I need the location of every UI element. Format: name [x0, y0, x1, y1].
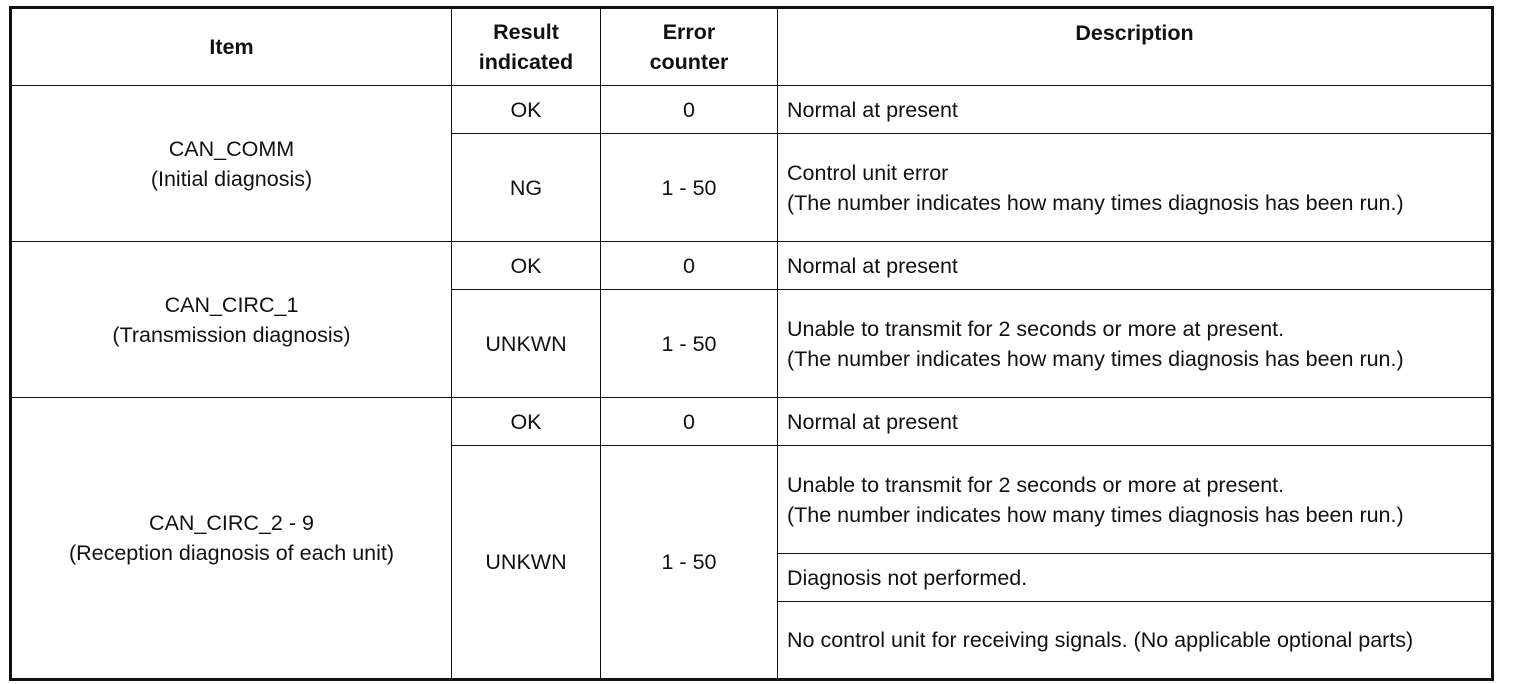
header-result-line2: indicated: [478, 50, 574, 74]
item-cell-can-circ-2-9: [11, 398, 452, 680]
header-result-line1: Result: [493, 20, 559, 44]
header-error-line1: Error: [662, 20, 716, 44]
result-cell: UNKWN: [452, 446, 601, 680]
result-cell: NG: [452, 134, 601, 242]
description-line: Unable to transmit for 2 seconds or more at present.: [787, 316, 1285, 341]
header-error-counter: [601, 8, 778, 86]
description-cell: Diagnosis not performed.: [778, 554, 1493, 602]
counter-cell: 0: [601, 398, 778, 446]
item-name: CAN_COMM: [168, 136, 295, 161]
counter-cell: 1 - 50: [601, 446, 778, 680]
item-subtitle: (Transmission diagnosis): [112, 322, 351, 347]
description-cell: [778, 134, 1493, 242]
header-item: [11, 8, 452, 86]
description-cell: No control unit for receiving signals. (No applicable optional parts): [778, 602, 1493, 680]
description-cell: Normal at present: [778, 242, 1493, 290]
description-cell: Normal at present: [778, 398, 1493, 446]
header-description: [778, 8, 1493, 86]
header-item-label: Item: [209, 35, 254, 59]
header-row: [11, 8, 1493, 86]
can-diagnosis-table: [9, 6, 1494, 681]
description-line: Unable to transmit for 2 seconds or more at present.: [787, 472, 1285, 497]
table-row: [11, 242, 1493, 290]
table-row: [11, 398, 1493, 446]
header-error-line2: counter: [649, 50, 729, 74]
description-line: Control unit error: [787, 160, 949, 185]
header-result-indicated: [452, 8, 601, 86]
counter-cell: 1 - 50: [601, 290, 778, 398]
counter-cell: 1 - 50: [601, 134, 778, 242]
result-cell: OK: [452, 398, 601, 446]
description-cell: [778, 446, 1493, 554]
item-subtitle: (Initial diagnosis): [150, 166, 313, 191]
description-line: (The number indicates how many times diagnosis has been run.): [787, 502, 1404, 527]
result-cell: OK: [452, 242, 601, 290]
item-cell-can-comm: [11, 86, 452, 242]
counter-cell: 0: [601, 86, 778, 134]
result-cell: OK: [452, 86, 601, 134]
description-cell: [778, 290, 1493, 398]
item-name: CAN_CIRC_2 - 9: [149, 511, 314, 535]
description-line: (The number indicates how many times diagnosis has been run.): [787, 346, 1404, 371]
header-description-label: Description: [1075, 21, 1194, 45]
result-cell: UNKWN: [452, 290, 601, 398]
description-cell: Normal at present: [778, 86, 1493, 134]
item-name: CAN_CIRC_1: [164, 292, 299, 317]
item-cell-can-circ-1: [11, 242, 452, 398]
counter-cell: 0: [601, 242, 778, 290]
item-subtitle: (Reception diagnosis of each unit): [68, 541, 395, 565]
description-line: (The number indicates how many times diagnosis has been run.): [787, 190, 1404, 215]
table-row: [11, 86, 1493, 134]
